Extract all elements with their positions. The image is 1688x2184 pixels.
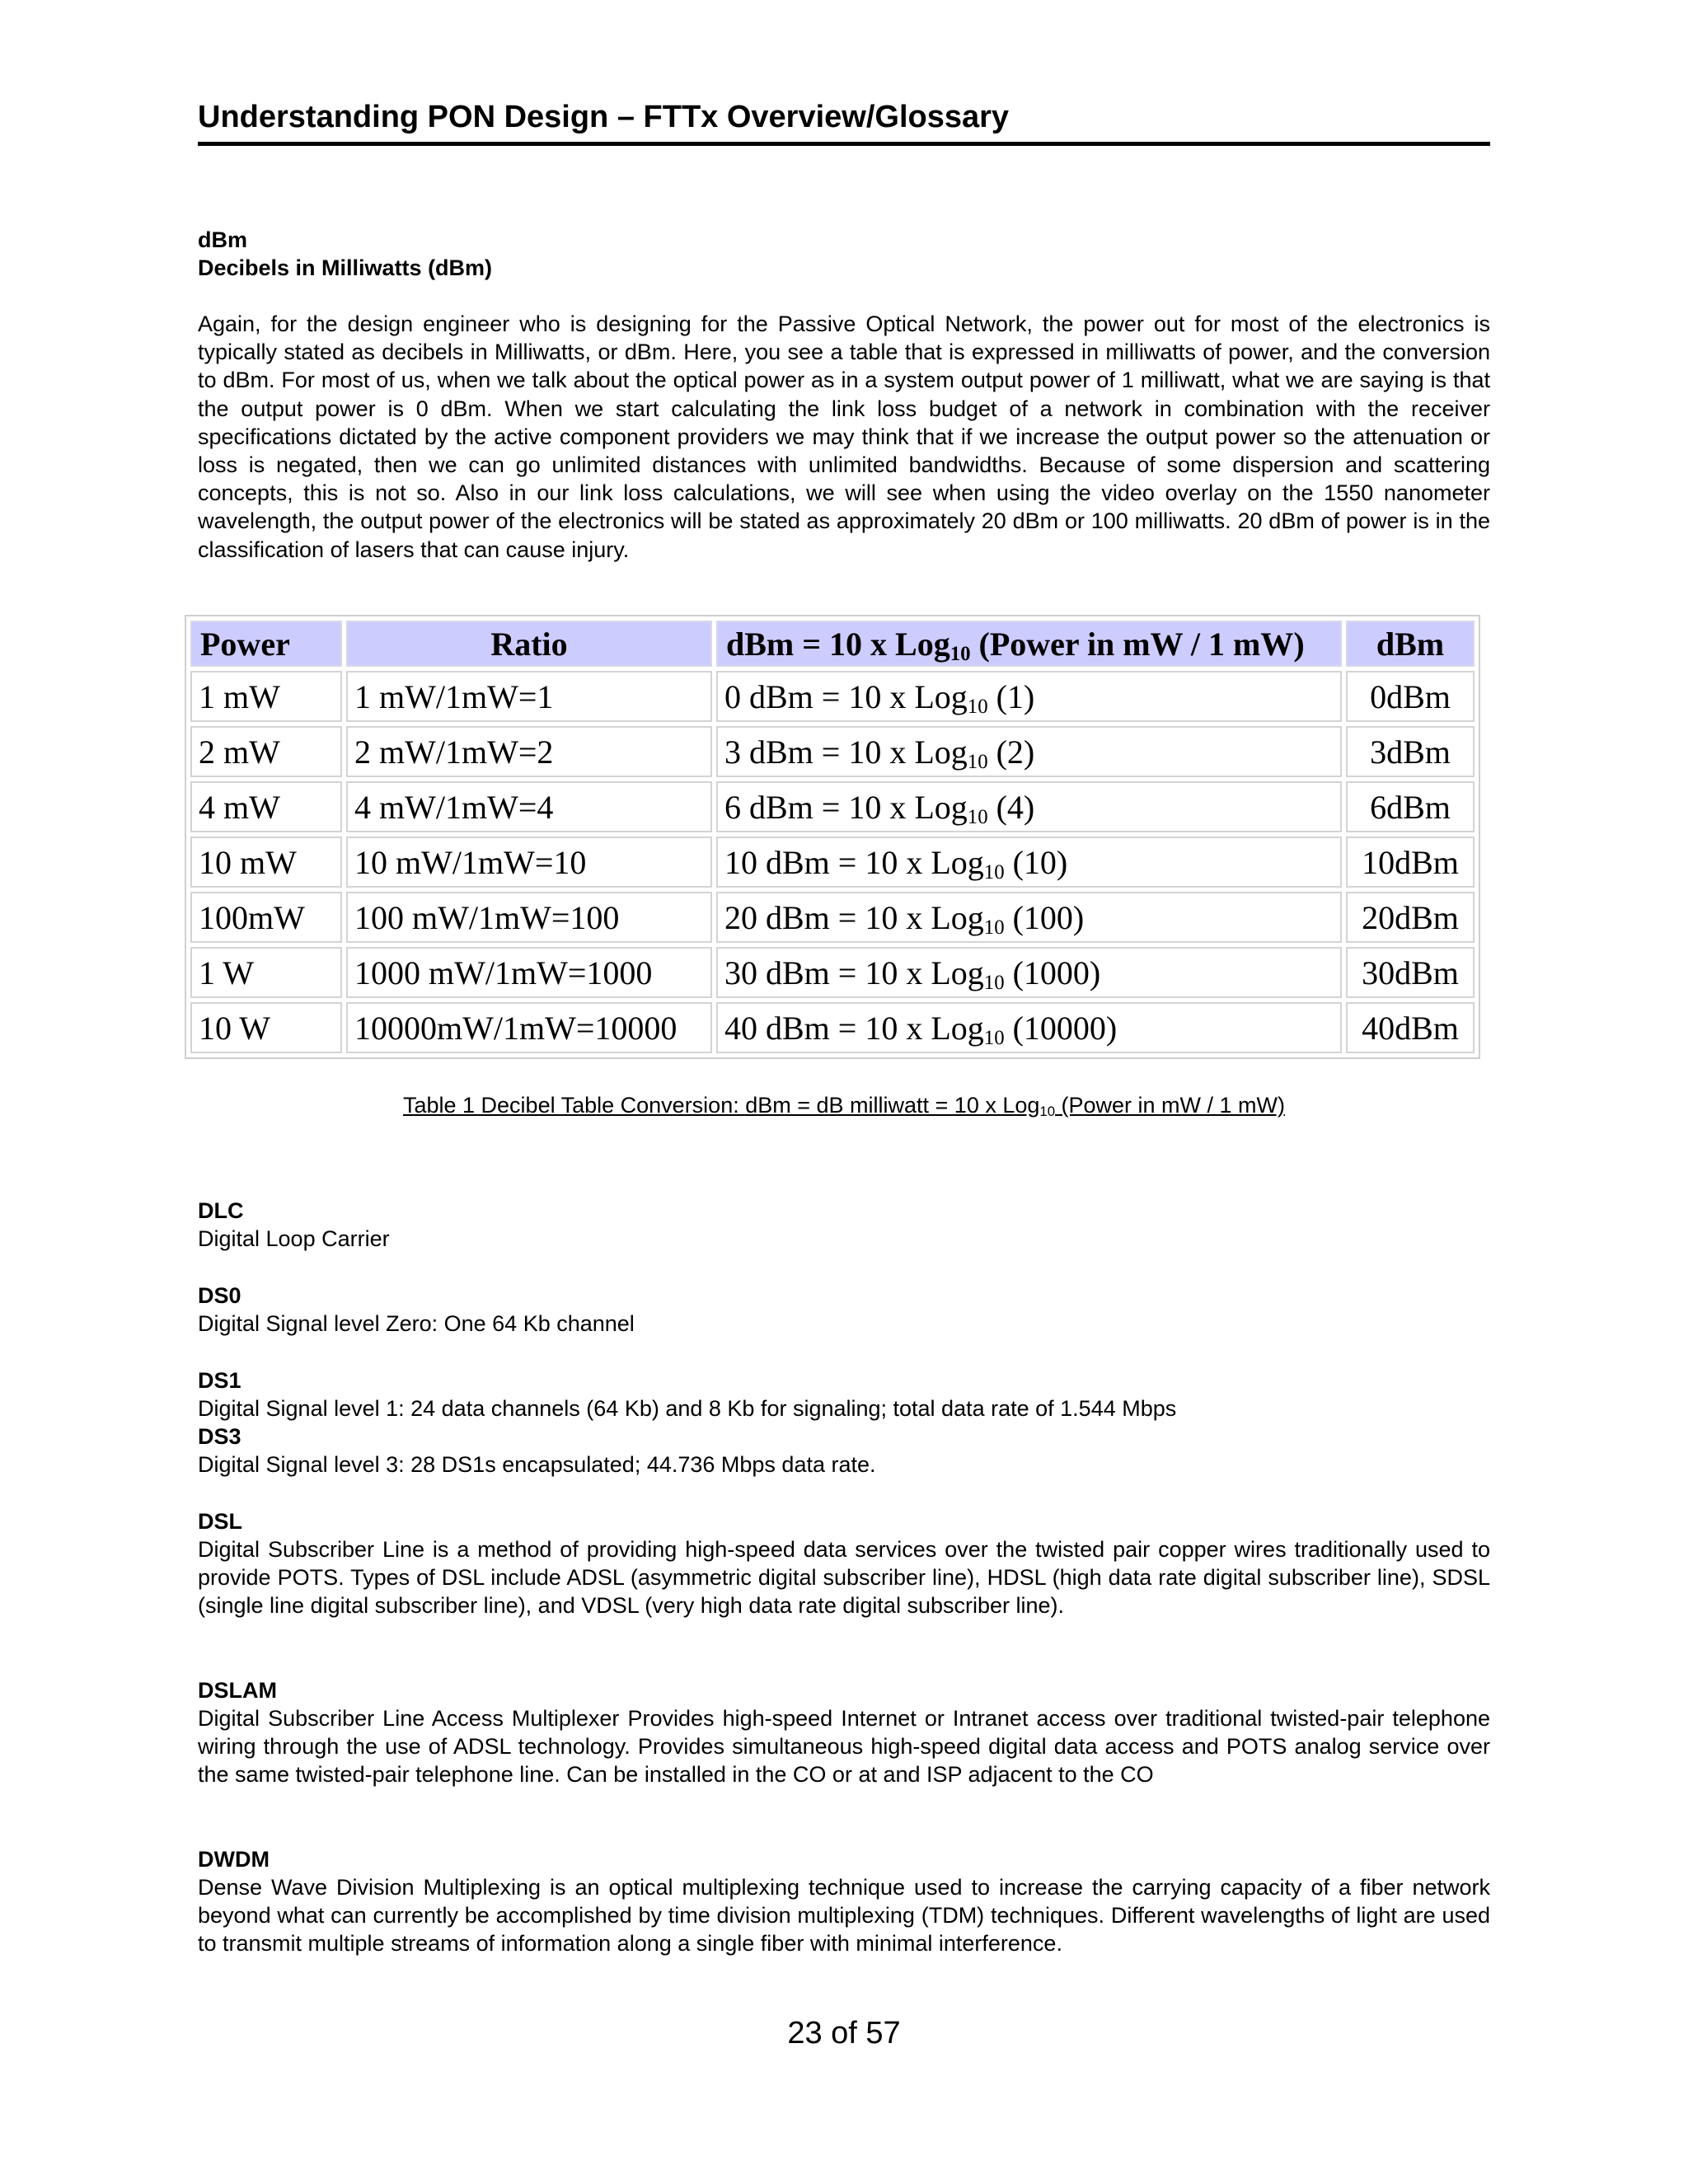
header-dbm: dBm — [1346, 621, 1475, 667]
table-row — [190, 947, 1475, 998]
page-header — [198, 97, 1490, 146]
glossary-term: DS1 — [198, 1368, 241, 1393]
cell-power: 10 mW — [190, 837, 342, 888]
glossary-entry-dlc — [198, 1197, 1490, 1253]
cell-dbm: 20dBm — [1346, 892, 1475, 943]
glossary-definition-ds3: Digital Signal level 3: 28 DS1s encapsulated; 44.736 Mbps data rate. — [198, 1452, 876, 1477]
glossary-entry-dwdm — [198, 1845, 1490, 1957]
cell-dbm: 6dBm — [1346, 781, 1475, 832]
dbm-term: dBm — [198, 227, 247, 252]
cell-ratio: 10 mW/1mW=10 — [346, 837, 712, 888]
glossary-definition: Digital Signal level 1: 24 data channels (64 Kb) and 8 Kb for signaling; total data rate of 1.544 Mbps — [198, 1396, 1177, 1421]
glossary-term: DSLAM — [198, 1678, 277, 1703]
cell-ratio: 100 mW/1mW=100 — [346, 892, 712, 943]
header-formula: dBm = 10 x Log$_{10}$ (Power in mW / 1 mW) — [716, 621, 1342, 667]
table-row — [190, 1002, 1475, 1053]
glossary-definition: Digital Signal level Zero: One 64 Kb channel — [198, 1311, 635, 1336]
cell-ratio: 4 mW/1mW=4 — [346, 781, 712, 832]
page-number: 23 of 57 — [787, 2016, 901, 2050]
glossary-definition: Digital Subscriber Line Access Multiplexer Provides high-speed Internet or Intranet access over traditional twisted-pair telephone wiring through the use of ADSL technology. Provides simultaneous high-speed digital data access and POTS analog service over the same twisted-pair telephone line. Can be installed in the CO or at and ISP adjacent to the CO — [198, 1706, 1490, 1787]
glossary-term-ds3: DS3 — [198, 1424, 241, 1449]
glossary-term: DLC — [198, 1198, 244, 1223]
page-title: Understanding PON Design – FTTx Overview/Glossary — [198, 100, 1010, 134]
cell-dbm: 3dBm — [1346, 726, 1475, 777]
glossary-term: DWDM — [198, 1847, 270, 1872]
dbm-subtitle: Decibels in Milliwatts (dBm) — [198, 255, 493, 280]
table-header-row — [190, 621, 1475, 667]
cell-ratio: 1 mW/1mW=1 — [346, 671, 712, 722]
glossary-entry-ds0 — [198, 1282, 1490, 1338]
dbm-heading — [198, 226, 1490, 282]
header-power: Power — [190, 621, 342, 667]
cell-power: 10 W — [190, 1002, 342, 1053]
cell-power: 1 W — [190, 947, 342, 998]
conversion-table — [185, 615, 1480, 1059]
dbm-body: Again, for the design engineer who is designing for the Passive Optical Network, the power out for most of the electronics is typically stated as decibels in Milliwatts, or dBm. Here, you see a table that is expressed in milliwatts of power, and the conversion to dBm. For most of us, when we talk about the optical power as in a system output power of 1 milliwatt, what we are saying is that the output power is 0 dBm. When we start calculating the link loss budget of a network in combination with the receiver specifications dictated by the active component providers we may think that if we increase the output power so the attenuation or loss is negated, then we can go unlimited distances with unlimited bandwidths. Because of some dispersion and scattering concepts, this is not so. Also in our link loss calculations, we will see when using the video overlay on the 1550 nanometer wavelength, the output power of the electronics will be stated as approximately 20 dBm or 100 milliwatts. 20 dBm of power is in the classification of lasers that can cause injury. — [198, 312, 1490, 562]
glossary-definition: Digital Subscriber Line is a method of providing high-speed data services over the twisted pair copper wires traditionally used to provide POTS. Types of DSL include ADSL (asymmetric digital subscriber line), HDSL (high data rate digital subscriber line), SDSL (single line digital subscriber line), and VDSL (very high data rate digital subscriber line). — [198, 1537, 1490, 1618]
glossary-definition: Dense Wave Division Multiplexing is an optical multiplexing technique used to increase the carrying capacity of a fiber network beyond what can currently be accomplished by time division multiplexing (TDM) techniques. Different wavelengths of light are used to transmit multiple streams of information along a single fiber with minimal interference. — [198, 1875, 1490, 1956]
cell-formula: 6 dBm = 10 x Log$_{10}$ (4) — [716, 781, 1342, 832]
cell-formula: 30 dBm = 10 x Log$_{10}$ (1000) — [716, 947, 1342, 998]
cell-formula: 3 dBm = 10 x Log$_{10}$ (2) — [716, 726, 1342, 777]
table-row — [190, 892, 1475, 943]
cell-dbm: 0dBm — [1346, 671, 1475, 722]
table-row — [190, 671, 1475, 722]
glossary-term: DSL — [198, 1509, 242, 1534]
cell-ratio: 1000 mW/1mW=1000 — [346, 947, 712, 998]
table-caption: Table 1 Decibel Table Conversion: dBm = dB milliwatt = 10 x Log$_{10}$ (Power in mW / 1 mW) — [402, 1093, 1286, 1120]
glossary-entry-dsl — [198, 1507, 1490, 1619]
table-row — [190, 726, 1475, 777]
cell-power: 1 mW — [190, 671, 342, 722]
cell-ratio: 2 mW/1mW=2 — [346, 726, 712, 777]
cell-dbm: 40dBm — [1346, 1002, 1475, 1053]
conversion-table-wrapper — [185, 615, 1480, 1059]
cell-formula: 20 dBm = 10 x Log$_{10}$ (100) — [716, 892, 1342, 943]
cell-power: 4 mW — [190, 781, 342, 832]
header-ratio: Ratio — [346, 621, 712, 667]
document-page — [198, 0, 1490, 2184]
cell-formula: 0 dBm = 10 x Log$_{10}$ (1) — [716, 671, 1342, 722]
glossary-definition: Digital Loop Carrier — [198, 1226, 390, 1251]
table-row — [190, 781, 1475, 832]
table-row — [190, 837, 1475, 888]
cell-power: 100mW — [190, 892, 342, 943]
cell-formula: 10 dBm = 10 x Log$_{10}$ (10) — [716, 837, 1342, 888]
cell-ratio: 10000mW/1mW=10000 — [346, 1002, 712, 1053]
cell-dbm: 10dBm — [1346, 837, 1475, 888]
glossary-entry-ds1 — [198, 1366, 1490, 1479]
glossary-term: DS0 — [198, 1283, 241, 1308]
cell-power: 2 mW — [190, 726, 342, 777]
cell-dbm: 30dBm — [1346, 947, 1475, 998]
cell-formula: 40 dBm = 10 x Log$_{10}$ (10000) — [716, 1002, 1342, 1053]
glossary-entry-dslam — [198, 1676, 1490, 1788]
